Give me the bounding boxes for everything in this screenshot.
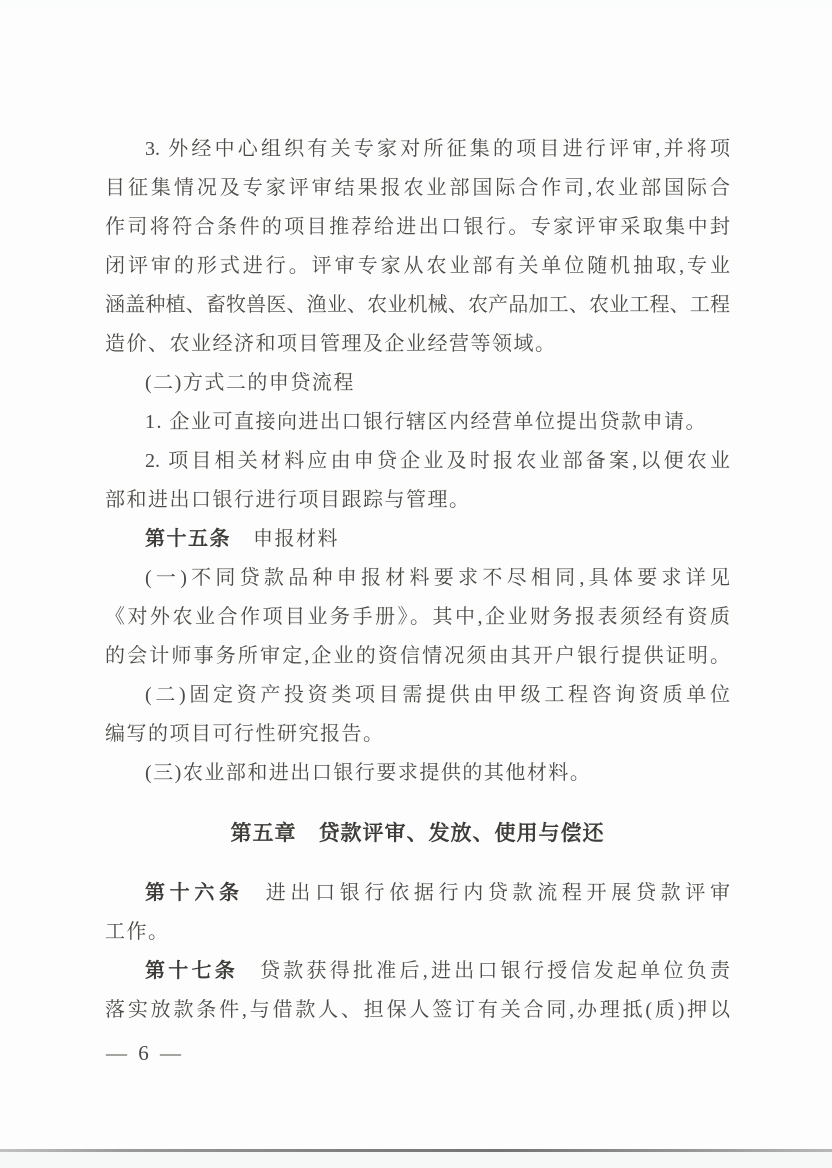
paragraph xyxy=(105,874,730,952)
text-line: (二)固定资产投资类项目需提供由甲级工程咨询资质单位 xyxy=(145,684,730,706)
chapter-section xyxy=(105,814,730,853)
text-line: 闭评审的形式进行。评审专家从农业部有关单位随机抽取,专业 xyxy=(105,255,730,277)
article-number: 第十七条 xyxy=(145,960,238,982)
chapter-heading: 第五章 贷款评审、发放、使用与偿还 xyxy=(230,821,605,845)
text-line: (三)农业部和进出口银行要求提供的其他材料。 xyxy=(145,762,592,784)
text-line: 作司将符合条件的项目推荐给进出口银行。专家评审采取集中封 xyxy=(105,216,730,238)
text-line: (一)不同贷款品种申报材料要求不尽相同,具体要求详见 xyxy=(145,567,730,589)
paragraph xyxy=(105,520,730,559)
text-line: 1. 企业可直接向进出口银行辖区内经营单位提出贷款申请。 xyxy=(145,411,707,433)
paragraph xyxy=(105,442,730,520)
text-line: 《对外农业合作项目业务手册》。其中,企业财务报表须经有资质 xyxy=(105,606,730,628)
text-line: 涵盖种植、畜牧兽医、渔业、农业机械、农产品加工、农业工程、工程 xyxy=(105,294,730,316)
text-line: 的会计师事务所审定,企业的资信情况须由其开户银行提供证明。 xyxy=(105,645,730,667)
paragraph xyxy=(105,130,730,364)
text-line: 2. 项目相关材料应由申贷企业及时报农业部备案,以便农业 xyxy=(145,450,730,472)
text-line: 落实放款条件,与借款人、担保人签订有关合同,办理抵(质)押以 xyxy=(105,999,730,1021)
paragraph xyxy=(105,559,730,676)
text-line: 造价、农业经济和项目管理及企业经营等领域。 xyxy=(105,333,557,355)
text-line: 第十七条 贷款获得批准后,进出口银行授信发起单位负责 xyxy=(145,960,730,982)
paragraph xyxy=(105,676,730,754)
text-line: 目征集情况及专家评审结果报农业部国际合作司,农业部国际合 xyxy=(105,177,730,199)
text-line: 3. 外经中心组织有关专家对所征集的项目进行评审,并将项 xyxy=(145,138,730,160)
page-number: — 6 — xyxy=(106,1041,184,1065)
text-line: 部和进出口银行进行项目跟踪与管理。 xyxy=(105,489,471,511)
text-line: (二)方式二的申贷流程 xyxy=(145,372,355,394)
scan-edge-top xyxy=(0,0,832,10)
article-number: 第十五条 xyxy=(145,528,231,550)
document-body xyxy=(105,130,730,1030)
text-line: 第十五条 申报材料 xyxy=(145,528,339,550)
paragraph xyxy=(105,952,730,1030)
text-line: 第十六条 进出口银行依据行内贷款流程开展贷款评审 xyxy=(145,882,731,904)
text-line: 编写的项目可行性研究报告。 xyxy=(105,723,385,745)
scan-edge-below xyxy=(0,1152,832,1168)
text-line: 工作。 xyxy=(105,921,170,943)
article-number: 第十六条 xyxy=(145,882,244,904)
paragraph xyxy=(105,364,730,403)
paragraph xyxy=(105,754,730,793)
paragraph xyxy=(105,403,730,442)
